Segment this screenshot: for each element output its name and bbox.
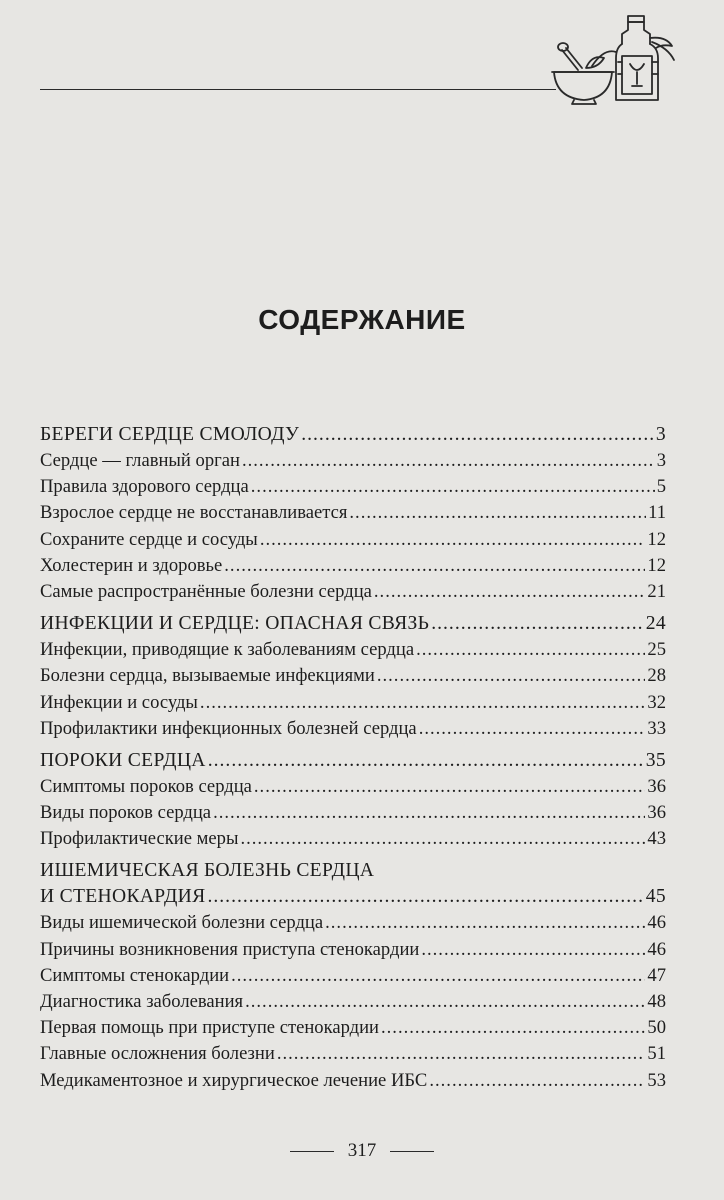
toc-leader	[260, 527, 646, 553]
header-rule	[40, 89, 556, 90]
toc-label: Правила здорового сердца	[40, 476, 249, 498]
toc-leader	[242, 448, 655, 474]
toc-leader	[325, 910, 645, 936]
toc-leader	[200, 690, 645, 716]
toc-leader	[224, 553, 645, 579]
toc-label: Симптомы пороков сердца	[40, 775, 252, 797]
toc-chapter	[40, 422, 666, 448]
toc-leader	[419, 716, 646, 742]
page-footer	[0, 1136, 724, 1166]
toc-leader	[245, 989, 645, 1015]
toc-page: 3	[656, 450, 666, 471]
toc-page: 33	[647, 717, 666, 739]
toc-label: И СТЕНОКАРДИЯ	[40, 886, 206, 908]
toc-entry	[40, 963, 666, 989]
toc-leader	[231, 963, 645, 989]
toc-leader	[240, 826, 645, 852]
toc-leader	[416, 637, 645, 663]
toc-page: 12	[647, 554, 666, 576]
toc-page: 25	[647, 639, 666, 661]
toc-leader	[429, 1068, 645, 1094]
table-of-contents	[40, 422, 666, 1094]
toc-label: Профилактики инфекционных болезней сердца	[40, 717, 417, 739]
toc-page: 5	[656, 476, 666, 498]
toc-leader	[213, 800, 645, 826]
toc-chapter	[40, 884, 666, 910]
page-number: 317	[347, 1140, 377, 1161]
toc-entry	[40, 716, 666, 742]
toc-leader	[277, 1041, 646, 1067]
toc-entry	[40, 474, 666, 500]
toc-label: Виды пороков сердца	[40, 802, 212, 824]
toc-label: Симптомы стенокардии	[40, 964, 230, 986]
toc-page: 28	[647, 665, 666, 687]
toc-label: Диагностика заболевания	[40, 991, 244, 1012]
toc-page: 47	[647, 964, 666, 986]
toc-entry	[40, 910, 666, 936]
toc-leader	[431, 611, 644, 637]
toc-chapter-line1: ИШЕМИЧЕСКАЯ БОЛЕЗНЬ СЕРДЦА	[40, 860, 375, 882]
toc-leader	[251, 474, 655, 500]
toc-label: Взрослое сердце не восстанавливается	[40, 502, 348, 524]
toc-page: 35	[645, 749, 666, 771]
toc-label: Инфекции, приводящие к заболеваниям сердца	[40, 639, 415, 661]
toc-page: 24	[645, 613, 666, 635]
toc-entry	[40, 637, 666, 663]
toc-entry	[40, 1015, 666, 1041]
toc-label: Сохраните сердце и сосуды	[40, 528, 258, 550]
toc-entry	[40, 579, 666, 605]
toc-chapter	[40, 748, 666, 774]
toc-label: Болезни сердца, вызываемые инфекциями	[40, 665, 375, 687]
toc-page: 46	[647, 912, 666, 934]
toc-page: 46	[647, 938, 666, 960]
toc-entry	[40, 527, 666, 553]
toc-entry	[40, 989, 666, 1015]
toc-entry	[40, 690, 666, 716]
toc-page: 45	[645, 886, 666, 908]
toc-page: 51	[647, 1043, 666, 1065]
toc-label: ИНФЕКЦИИ И СЕРДЦЕ: ОПАСНАЯ СВЯЗЬ	[40, 613, 430, 635]
toc-page: 3	[655, 424, 666, 445]
toc-page: 50	[647, 1017, 666, 1039]
toc-page: 36	[647, 775, 666, 797]
toc-entry	[40, 663, 666, 689]
mortar-and-bottle-icon	[548, 14, 688, 106]
toc-page: 43	[647, 828, 666, 850]
toc-label: Сердце — главный орган	[40, 450, 240, 471]
toc-page: 32	[647, 691, 666, 713]
toc-entry	[40, 1068, 666, 1094]
toc-leader	[374, 579, 646, 605]
toc-entry	[40, 1041, 666, 1067]
toc-entry	[40, 553, 666, 579]
footer-dash-right	[390, 1151, 434, 1152]
toc-label: Виды ишемической болезни сердца	[40, 912, 324, 934]
toc-page: 21	[647, 580, 666, 602]
toc-label: Первая помощь при приступе стенокардии	[40, 1017, 379, 1039]
page-title: СОДЕРЖАНИЕ	[258, 304, 466, 335]
toc-leader	[208, 748, 644, 774]
toc-leader	[301, 422, 654, 448]
toc-entry	[40, 774, 666, 800]
toc-page: 53	[647, 1069, 666, 1091]
toc-entry	[40, 800, 666, 826]
toc-label: Инфекции и сосуды	[40, 691, 198, 713]
toc-label: Медикаментозное и хирургическое лечение ИБС	[40, 1069, 428, 1091]
toc-leader	[349, 500, 646, 526]
toc-entry	[40, 937, 666, 963]
toc-entry	[40, 500, 666, 526]
toc-label: Самые распространённые болезни сердца	[40, 580, 372, 602]
toc-page: 11	[648, 502, 666, 524]
toc-label: БЕРЕГИ СЕРДЦЕ СМОЛОДУ	[40, 424, 300, 445]
toc-label: Холестерин и здоровье	[40, 554, 223, 576]
toc-leader	[207, 884, 643, 910]
toc-chapter	[40, 611, 666, 637]
toc-entry	[40, 826, 666, 852]
toc-leader	[254, 774, 646, 800]
toc-label: Главные осложнения болезни	[40, 1043, 275, 1065]
toc-page: 12	[647, 528, 666, 550]
toc-label: Профилактические меры	[40, 828, 239, 850]
footer-dash-left	[290, 1151, 334, 1152]
toc-page: 36	[647, 802, 666, 824]
toc-page: 48	[647, 991, 666, 1012]
toc-entry	[40, 448, 666, 474]
toc-label: ПОРОКИ СЕРДЦА	[40, 749, 206, 771]
toc-leader	[381, 1015, 645, 1041]
toc-leader	[377, 663, 646, 689]
toc-label: Причины возникновения приступа стенокардии	[40, 938, 420, 960]
toc-leader	[421, 937, 645, 963]
